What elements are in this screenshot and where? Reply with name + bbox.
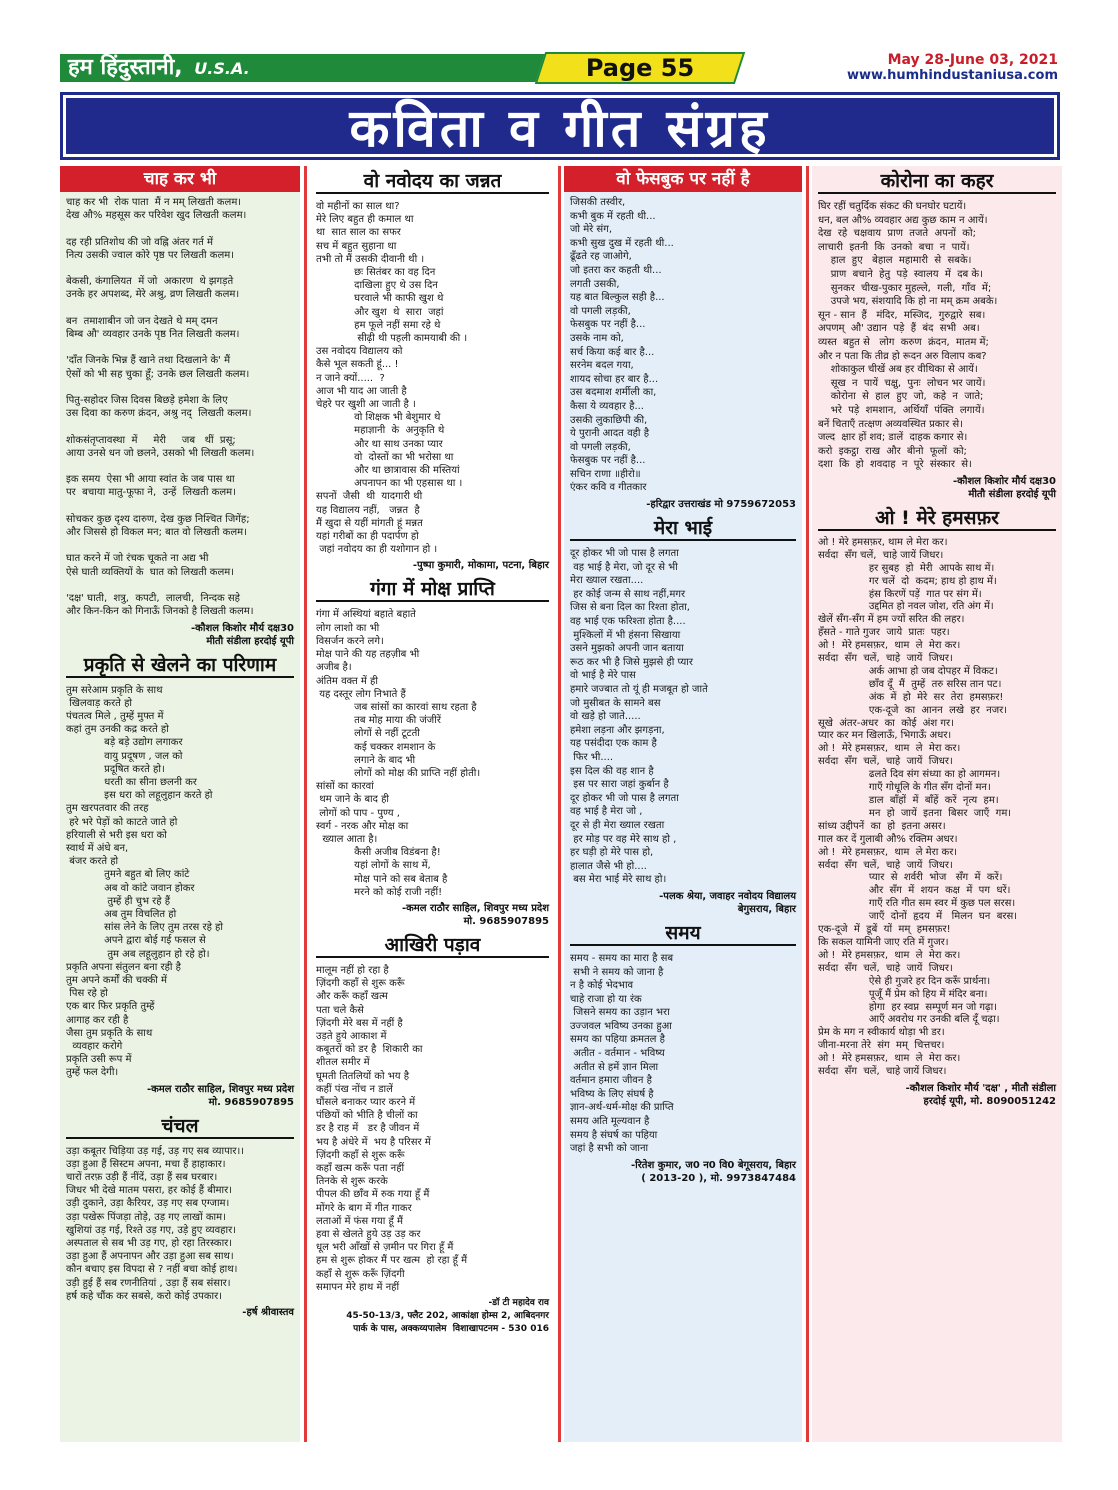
poem-title: चंचल: [66, 1113, 294, 1139]
poem-text: घिर रहीं चतुर्दिक संकट की घनघोर घटायें। धन, बल औ% व्यवहार अद्य कुछ काम न आयें। देख रहे चक्षवाय प्राण तजते अपनों को; लाचारी इतनी कि उनको बचा न पायें। हाल हुए बेहाल महामारी से सबके। प्राण बचाने हेतु पड़े स्वालय में दब के। सुनकर चीख-पुकार मुहल्ले, गली, गाँव में; उपजे भय, संशयादि कि हो ना मम् क्रम अबके। सून - सान हैं मंदिर, मस्जिद, गुरुद्वारे सब। अपणम् औ' उद्यान पड़े हैं बंद सभी अब। व्यस्त बहुत से लोग करुण क्रंदन, मातम में; और न पता कि तीव्र हो रूदन अरु विलाप कब? शोकाकुल चीखें अब हर वीथिका से आयें। सूख न पायें चक्षु, पुनः लोचन भर जायें। कोरोना से हाल हुए जो, कहे न जाते; भरे पड़े शमशान, अर्थियाँ पंक्ति लगायें। बनें चिताएँ तत्क्षण अव्यवस्थित प्रकार से। जल्द क्षार हों शव; डालें दाहक कगार से। करो इकट्ठा राख और बीनो फूलों को; दशा कि हो शवदाह न पूरे संस्कार से।: [818, 201, 998, 471]
poem-mera-bhai: [564, 513, 802, 918]
poem-title: समय: [570, 920, 796, 946]
poem-text: समय - समय का मारा है सब सभी ने समय को जाना है न है कोई भेदभाव चाहे राजा हो या रंक जिसने समय का उड़ान भरा उज्जवल भविष्य उनका हुआ समय का पहिया क्रमतल है अतीत - वर्तमान - भविष्य अतीत से हमें ज्ञान मिला वर्तमान हमारा जीवन है भविष्य के लिए संघर्ष है ज्ञान-अर्थ-धर्म-मोक्ष की प्राप्ति समय अति मूल्यवान है समय है संघर्ष का पहिया जहां है सभी को जाना: [570, 952, 674, 1155]
column-divider: [304, 166, 307, 1442]
column-divider: [558, 166, 561, 1442]
poem-title: ओ ! मेरे हमसफ़र: [818, 505, 1056, 531]
poem-navodaya: [310, 166, 555, 574]
poem-author: -कमल राठौर साहिल, शिवपुर मध्य प्रदेश मो. 9685907895: [146, 1083, 294, 1108]
poem-author: -रितेश कुमार, ज0 न0 वि0 बेगूसराय, बिहार ( 2013-20 ), मो. 9973847484: [630, 1159, 796, 1184]
poem-text: दूर होकर भी जो पास है लगता वह भाई है मेरा, जो दूर से भी मेरा ख्याल रखता.... हर कोई जन्म से साथ नहीं,मगर जिस से बना दिल का रिश्ता होता, वह भाई एक फरिश्ता होता है.... मुश्किलों में भी हंसना सिखाया उसने मुझको अपनी जान बताया रूठ कर भी है जिसे मुझसे ही प्यार वो भाई है मेरे पास हमारे जज्बात तो यूं ही मजबूत हो जाते जो मुसीबत के सामने बस वो खड़े हो जाते..... हमेशा लड़ना और झगड़ना, यह पसंदीदा एक काम है फिर भी.... इस दिल की वह शान है इस पर सारा जहां कुर्बान है दूर होकर भी जो पास है लगता वह भाई है मेरा जो , दूर से ही मेरा ख्याल रखता हर मोड़ पर वह मेरे साथ हो , हर घड़ी हो मेरे पास हो, हालात जैसे भी हो.... बस मेरा भाई मेरे साथ हो।: [570, 548, 708, 886]
publication-name: [60, 54, 560, 82]
poem-title: प्रकृति से खेलने का परिणाम: [66, 652, 294, 678]
poem-chanchal: [60, 1111, 300, 1321]
poem-text: उड़ा कबूतर चिड़िया उड़ गई, उड़ गए सब व्यापार।। उड़ा हुआ हैं सिस्टम अपना, मचा हैं हाहाकार। चारों तरफ़ उड़ी हैं नींदें, उड़ा हैं सब घरबार। जिधर भी देखे मातम पसरा, हर कोई हैं बीमार। उड़ी दुकाने, उड़ा कैरियर, उड़ गए सब एग्जाम। उड़ा पखेरू पिंजड़ा तोड़े, उड़ गए लाखों काम। खुशियां उड़ गई, रिश्ते उड़ गए, उड़े हुए व्यवहार। अस्पताल से सब भी उड़ गए, हो रहा तिरस्कार। उड़ा हुआ हैं अपनापन और उड़ा हुआ सब साथ। कौन बचाए इस विपदा से ? नहीं बचा कोई हाथ। उड़ी हुई हैं सब रणनीतियां , उड़ा हैं सब संसार। हर्ष कहे चौंक कर सबसे, करो कोई उपकार।: [66, 1145, 245, 1302]
poem-author: -कौशल किशोर मौर्य दक्ष30 मीतौ संडीला हरदोई यूपी: [191, 622, 294, 647]
section-banner: [60, 92, 1060, 160]
poem-title: मेरा भाई: [570, 515, 796, 541]
poem-author: -पुष्पा कुमारी, मोकामा, पटना, बिहार: [412, 560, 549, 572]
poem-humsafar: [812, 503, 1062, 1110]
poem-prakriti: [60, 650, 300, 1111]
poem-title: चाह कर भी: [60, 166, 300, 192]
column-divider: [806, 166, 809, 1442]
poem-text: तुम सरेआम प्रकृति के साथ खिलवाड़ करते हो पंचतत्व मिले , तुम्हें मुफ्त में कहां तुम उनकी कद्र करते हो बड़े बड़े उद्योग लगाकर वायु प्रदूषण , जल को प्रदूषित करते हो। धरती का सीना छलनी कर इस धरा को लहूलुहान करते हो तुम खरपतवार की तरह हरे भरे पेड़ों को काटते जाते हो हरियाली से भरी इस धरा को स्वार्थ में अंधे बन, बंजर करते हो तुमने बहुत बो लिए कांटे अब वो कांटे जवान होकर तुम्हें ही चुभ रहे हैं अब तुम विचलित हो सांस लेने के लिए तुम तरस रहे हो अपने द्वारा बोई गई फसल से तुम अब लहूलुहान हो रहे हो। प्रकृति अपना संतुलन बना रही है तुम अपने कर्मों की चक्की में पिस रहे हो एक बार फिर प्रकृति तुम्हें आगाह कर रही है जैसा तुम प्रकृति के साथ व्यवहार करोगे प्रकृति उसी रूप में तुम्हें फल देगी।: [66, 684, 223, 1079]
poem-text: ओ ! मेरे हमसफ़र, थाम ले मेरा कर। सर्वदा सँग चलें, चाहे जायें जिधर। हर सुबह हो मेरी आपके साथ में। गर चलें दो कदम; हाथ हो हाथ में। हंस किरणें पड़ें गात पर संग में। उद्दमित हो नवल जोश, रति अंग में। खेलें सँग-सँग में हम ज्यों सरित की लहर। हँसते - गाते गुजर जाये प्रातः पहर। ओ ! मेरे हमसफ़र, थाम ले मेरा कर। सर्वदा सँग चलें, चाहे जायें जिधर। अर्क आभा हो जब दोपहर में विकट। छाँव दूँ मैं तुम्हें तरु सरिस तान पट। अंक में हो मेरे सर तेरा हमसफ़र! एक-दूजे का आनन लखे हर नजर। सूखे अंतर-अधर का कोई अंश गर। प्यार कर मन खिलाऊँ, भिगाऊँ अधर। ओ ! मेरे हमसफ़र, थाम ले मेरा कर। सर्वदा सँग चलें, चाहे जायें जिधर। ढलते दिव संग संध्या का हो आगमन। गाएँ गोधूलि के गीत सँग दोनों मन। डाल बाँहों में बाँहें करें नृत्य हम। मन हो जायें इतना बिसर जाएँ गम। सांध्य उद्दीपनें का हो इतना असर। गाल कर दें गुलाबी औ% रक्तिम अधर। ओ ! मेरे हमसफ़र, थाम ले मेरा कर। सर्वदा सँग चलें, चाहे जायें जिधर। प्यार से शर्वरी भोज सँग में करें। और सँग में शयन कक्ष में पग धरें। गाएँ रति गीत सम स्वर में कुछ पल सरस। जाएँ दोनों हृदय में मिलन घन बरस। एक-दूजे में डूबें यों मम् हमसफ़र! कि सकल यामिनी जाए रति में गुजर। ओ ! मेरे हमसफ़र, थाम ले मेरा कर। सर्वदा सँग चलें, चाहे जायें जिधर। ऐसे ही गुजरे हर दिन करूँ प्रार्थना। पूजूँ मैं प्रेम को हिय में मंदिर बना। होगा हर स्वप्न सम्पूर्ण मन जो गढ़ा। आएँ अवरोध गर उनकी बलि दूँ चढ़ा। प्रेम के मग न स्वीकार्य थोड़ा भी डर। जीना-मरना तेरे संग मम् चित्तचर। ओ ! मेरे हमसफ़र, थाम ले मेरा कर। सर्वदा सँग चलें, चाहे जायें जिधर।: [818, 536, 1018, 1078]
column-1: [60, 166, 300, 1442]
poem-text: मालूम नहीं हो रहा है ज़िंदगी कहाँ से शुरू करूँ और करूँ कहाँ खत्म पता चले कैसे ज़िंदगी मेरे बस में नहीं है उड़ते हुये आकाश में कबूतरों को डर है शिकारी का शीतल समीर में घूमती तितलियों को भय है कहीं पंख नोंच न डालें घौंसले बनाकर प्यार करने में पंछियों को भीति है चीलों का डर है राह में डर है जीवन में भय है अंधेरे में भय है परिसर में ज़िंदगी कहाँ से शुरू करूँ कहाँ खत्म करूँ पता नहीं तिनके से शुरू करके पीपल की छाँव में रुक गया हूँ मैं मोंगरे के बाग में गीत गाकर लताओं में फंस गया हूँ मैं हवा से खेलते हुये उड़ उड़ कर धूल भरी आँखों से ज़मीन पर गिरा हूँ मैं हम से शुरू होकर मैं पर खत्म हो रहा हूँ मैं कहाँ से शुरू करूँ ज़िंदगी समापन मेरे हाथ में नहीं: [316, 964, 468, 1293]
page-number-tab: [535, 52, 745, 84]
column-4: [812, 166, 1062, 1442]
poem-ganga: [310, 574, 555, 929]
page-number: Page 55: [585, 54, 695, 82]
poem-title: गंगा में मोक्ष प्राप्ति: [316, 576, 549, 602]
masthead: [60, 50, 1060, 88]
poem-author: -डॉ टी महादेव राव 45-50-13/3, फ्लैट 202, आकांक्षा होम्स 2, आबिदनगर पार्क के पास, अक्कय्यपालेम विशाखापटनम - 530 016: [346, 1298, 549, 1335]
poem-facebook: [564, 166, 802, 513]
website-link[interactable]: www.humhindustaniusa.com: [846, 68, 1058, 83]
poem-author: -कौशल किशोर मौर्य दक्ष30 मीतौ संडीला हरदोई यूपी: [953, 475, 1056, 500]
poem-text: वो महीनों का साल था? मेरे लिए बहुत ही कमाल था था सात साल का सफर सच में बहुत सुहाना था तभी तो मैं उसकी दीवानी थी । छः सितंबर का वह दिन दाखिला हुए थे उस दिन घरवाले भी काफी खुश थे और खुश थे सारा जहां हम फूले नहीं समा रहे थे सीढ़ी थी पहली कामयाबी की । उस नवोदय विद्यालय को कैसे भूल सकती हूं... ! न जाने क्यों..... ? आज भी याद आ जाती है चेहरे पर खुशी आ जाती है । वो शिक्षक भी बेशुमार थे महाज्ञानी के अनुकृति थे और था साथ उनका प्यार वो दोस्तों का भी भरोसा था और था छात्रावास की मस्तियां अपनापन का भी एहसास था । सपनों जैसी थी यादगारी थी यह विद्यालय नहीं, जन्नत है मैं खुदा से यहीं मांगती हूं मन्नत यहां गरीबों का ही पदार्पण हो जहां नवोदय का ही यशोगान हो ।: [316, 201, 468, 556]
poem-author: -कमल राठौर साहिल, शिवपुर मध्य प्रदेश मो. 9685907895: [401, 902, 549, 927]
issue-date: May 28-June 03, 2021: [887, 52, 1058, 68]
poem-title: आखिरी पड़ाव: [316, 932, 549, 958]
poem-title: कोरोना का कहर: [818, 168, 1056, 194]
poem-author: -हर्ष श्रीवास्तव: [242, 1307, 294, 1319]
poem-corona: [812, 166, 1062, 503]
poem-author: -पलक श्रेया, जवाहर नवोदय विद्यालय बेगुसराय, बिहार: [659, 890, 796, 915]
column-2: [310, 166, 555, 1442]
section-title: कविता व गीत संग्रह: [349, 98, 771, 159]
poem-author: -कौशल किशोर मौर्य 'दक्ष' , मीतौ संडीला हरदोई यूपी, मो. 8090051242: [905, 1082, 1056, 1107]
poem-title: वो नवोदय का जन्नत: [316, 168, 549, 194]
poem-text: गंगा में अस्थियां बहाते बहाते लोग लाशो का भी विसर्जन करने लगे। मोक्ष पाने की यह तहज़ीब भी अजीब है। अंतिम वक्त में ही यह दस्तूर लोग निभाते हैं जब सांसों का कारवां साथ रहता है तब मोह माया की जंजीरें लोगों से नहीं टूटती कई चक्कर शमशान के लगाने के बाद भी लोगों को मोक्ष की प्राप्ति नहीं होती। सांसों का कारवां थम जाने के बाद ही लोगों को पाप - पुण्य , स्वर्ग - नरक और मोक्ष का ख्याल आता है। कैसी अजीब विडंबना है! यहां लोगों के साथ में, मोक्ष पाने को सब बेताब है मरने को कोई राजी नहीं!: [316, 609, 481, 898]
poem-chah-kar-bhi: [60, 166, 300, 650]
poem-aakhiri-padav: [310, 930, 555, 1338]
brand-title: हम हिंदुस्तानी,: [68, 55, 183, 80]
column-3: [564, 166, 802, 1442]
poem-samay: [564, 918, 802, 1187]
poem-text: जिसकी तस्वीर, कभी बुक में रहती थी... जो मेरे संग, कभी सुख दुख में रहती थी... ढूँढते रह जाओगे, जो इतरा कर कहती थी... लगती उसकी, यह बात बिल्कुल सही है... वो पगली लड़की, फेसबुक पर नहीं है... उसके नाम को, सर्च किया कई बार है... सरनेम बदल गया, शायद सोचा हर बार है... उस बदमाश शर्मीली का, कैसा ये व्यवहार है... उसकी लुकाछिपी की, ये पुरानी आदत वही है वो पगली लड़की, फेसबुक पर नहीं है... सचिन राणा ॥हीरो॥ एंकर कवि व गीतकार: [570, 197, 674, 494]
brand-suffix: U.S.A.: [194, 59, 250, 78]
poem-author: -हरिद्वार उत्तराखंड मो 9759672053: [646, 499, 796, 511]
poem-text: चाह कर भी रोक पाता मैं न मम् लिखती कलम। देख औ% महसूस कर परिवेश खुद लिखती कलम। दह रही प्रतिशोध की जो वह्नि अंतर गर्त में नित्य उसकी ज्वाल कोरे पृष्ठ पर लिखती कलम। बेकसी, कंगालियत में जो अकारण थे झगड़ते उनके हर अपशब्द, मेरे अश्रु, व्रण लिखती कलम। बन तमाशाबीन जो जन देखते थे मम् दमन बिम्ब औ' व्यवहार उनके पृष्ठ नित लिखती कलम। 'दाँत जिनके भिन्न हैं खाने तथा दिखलाने के' मैं ऐसों को भी सह चुका हूँ; उनके छल लिखती कलम। पितु-सहोदर जिस दिवस बिछड़े हमेशा के लिए उस दिवा का करुण क्रंदन, अश्रु नद् लिखती कलम। शोकसंतृप्तावस्था में मेरी जब थीं प्रसू; आया उनसे धन जो छलने, उसको भी लिखती कलम। इक समय ऐसा भी आया स्वांत के जब पास था पर बचाया मातु-फूफा ने, उन्हें लिखती कलम। सोचकर कुछ दृश्य दारुण, देख कुछ निश्चित जिगेंह; और जिससे हो विकल मन; बात वो लिखती कलम। घात करने में जो रंचक चूकते ना अद्य भी ऐसे घाती व्यक्तियों के घात को लिखती कलम। 'दक्ष' घाती, शत्रु, कपटी, लालची, निन्दक सहे और किन-किन को गिनाऊँ जिनको है लिखती कलम।: [66, 197, 255, 618]
poem-title: वो फेसबुक पर नहीं है: [564, 166, 802, 192]
